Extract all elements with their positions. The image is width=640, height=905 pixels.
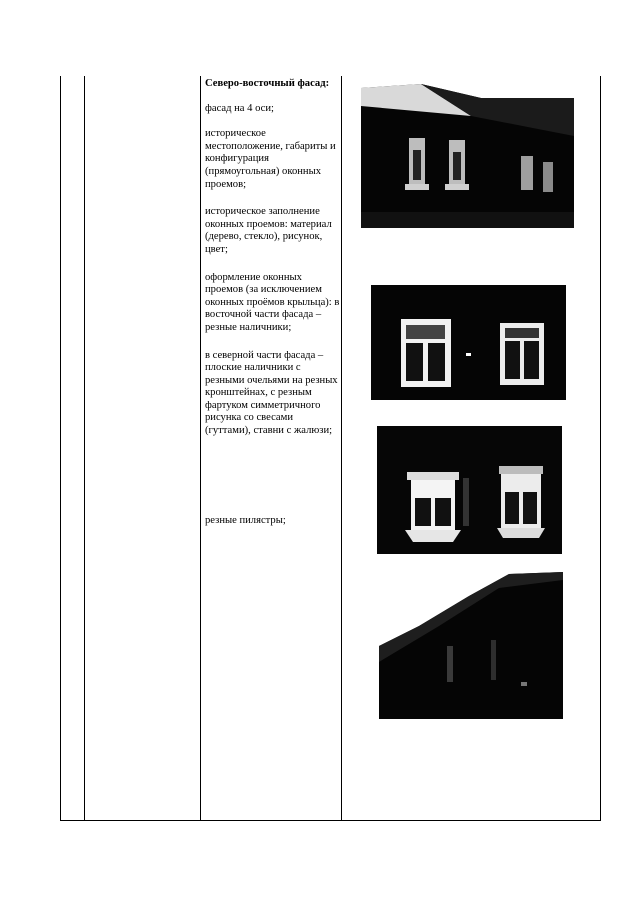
item-pilasters: резные пилястры; (205, 514, 286, 526)
table-border-left (60, 76, 61, 821)
table-divider-3 (341, 76, 342, 821)
photo-facade-overview (361, 76, 574, 228)
photo-carved-pilasters (379, 566, 563, 719)
item-axes: фасад на 4 оси; (205, 102, 274, 114)
table-divider-1 (84, 76, 85, 821)
item-north-part-decoration: в северной части фасада – плоские наличники с резными очельями на резных кронштейнах, с резным фартуком симметричного рисунка со свесами (гуттами), ставни с жалюзи; (205, 349, 338, 437)
table-bottom-border (60, 820, 601, 821)
photo-north-windows (377, 426, 562, 554)
item-window-configuration: историческое местоположение, габариты и конфигурация (прямоугольная) оконных проемов; (205, 128, 336, 190)
characteristics-cell (205, 78, 340, 527)
table-border-right (600, 76, 601, 821)
item-window-decoration: оформление оконных проемов (за исключением оконных проёмов крыльца): в восточной части фасада – резные наличники; (205, 271, 340, 333)
photo-east-windows (371, 285, 566, 400)
facade-heading: Северо-восточный фасад: (205, 78, 330, 89)
item-window-filling: историческое заполнение оконных проемов: материал (дерево, стекло), рисунок, цвет; (205, 206, 332, 255)
table-divider-2 (200, 76, 201, 821)
